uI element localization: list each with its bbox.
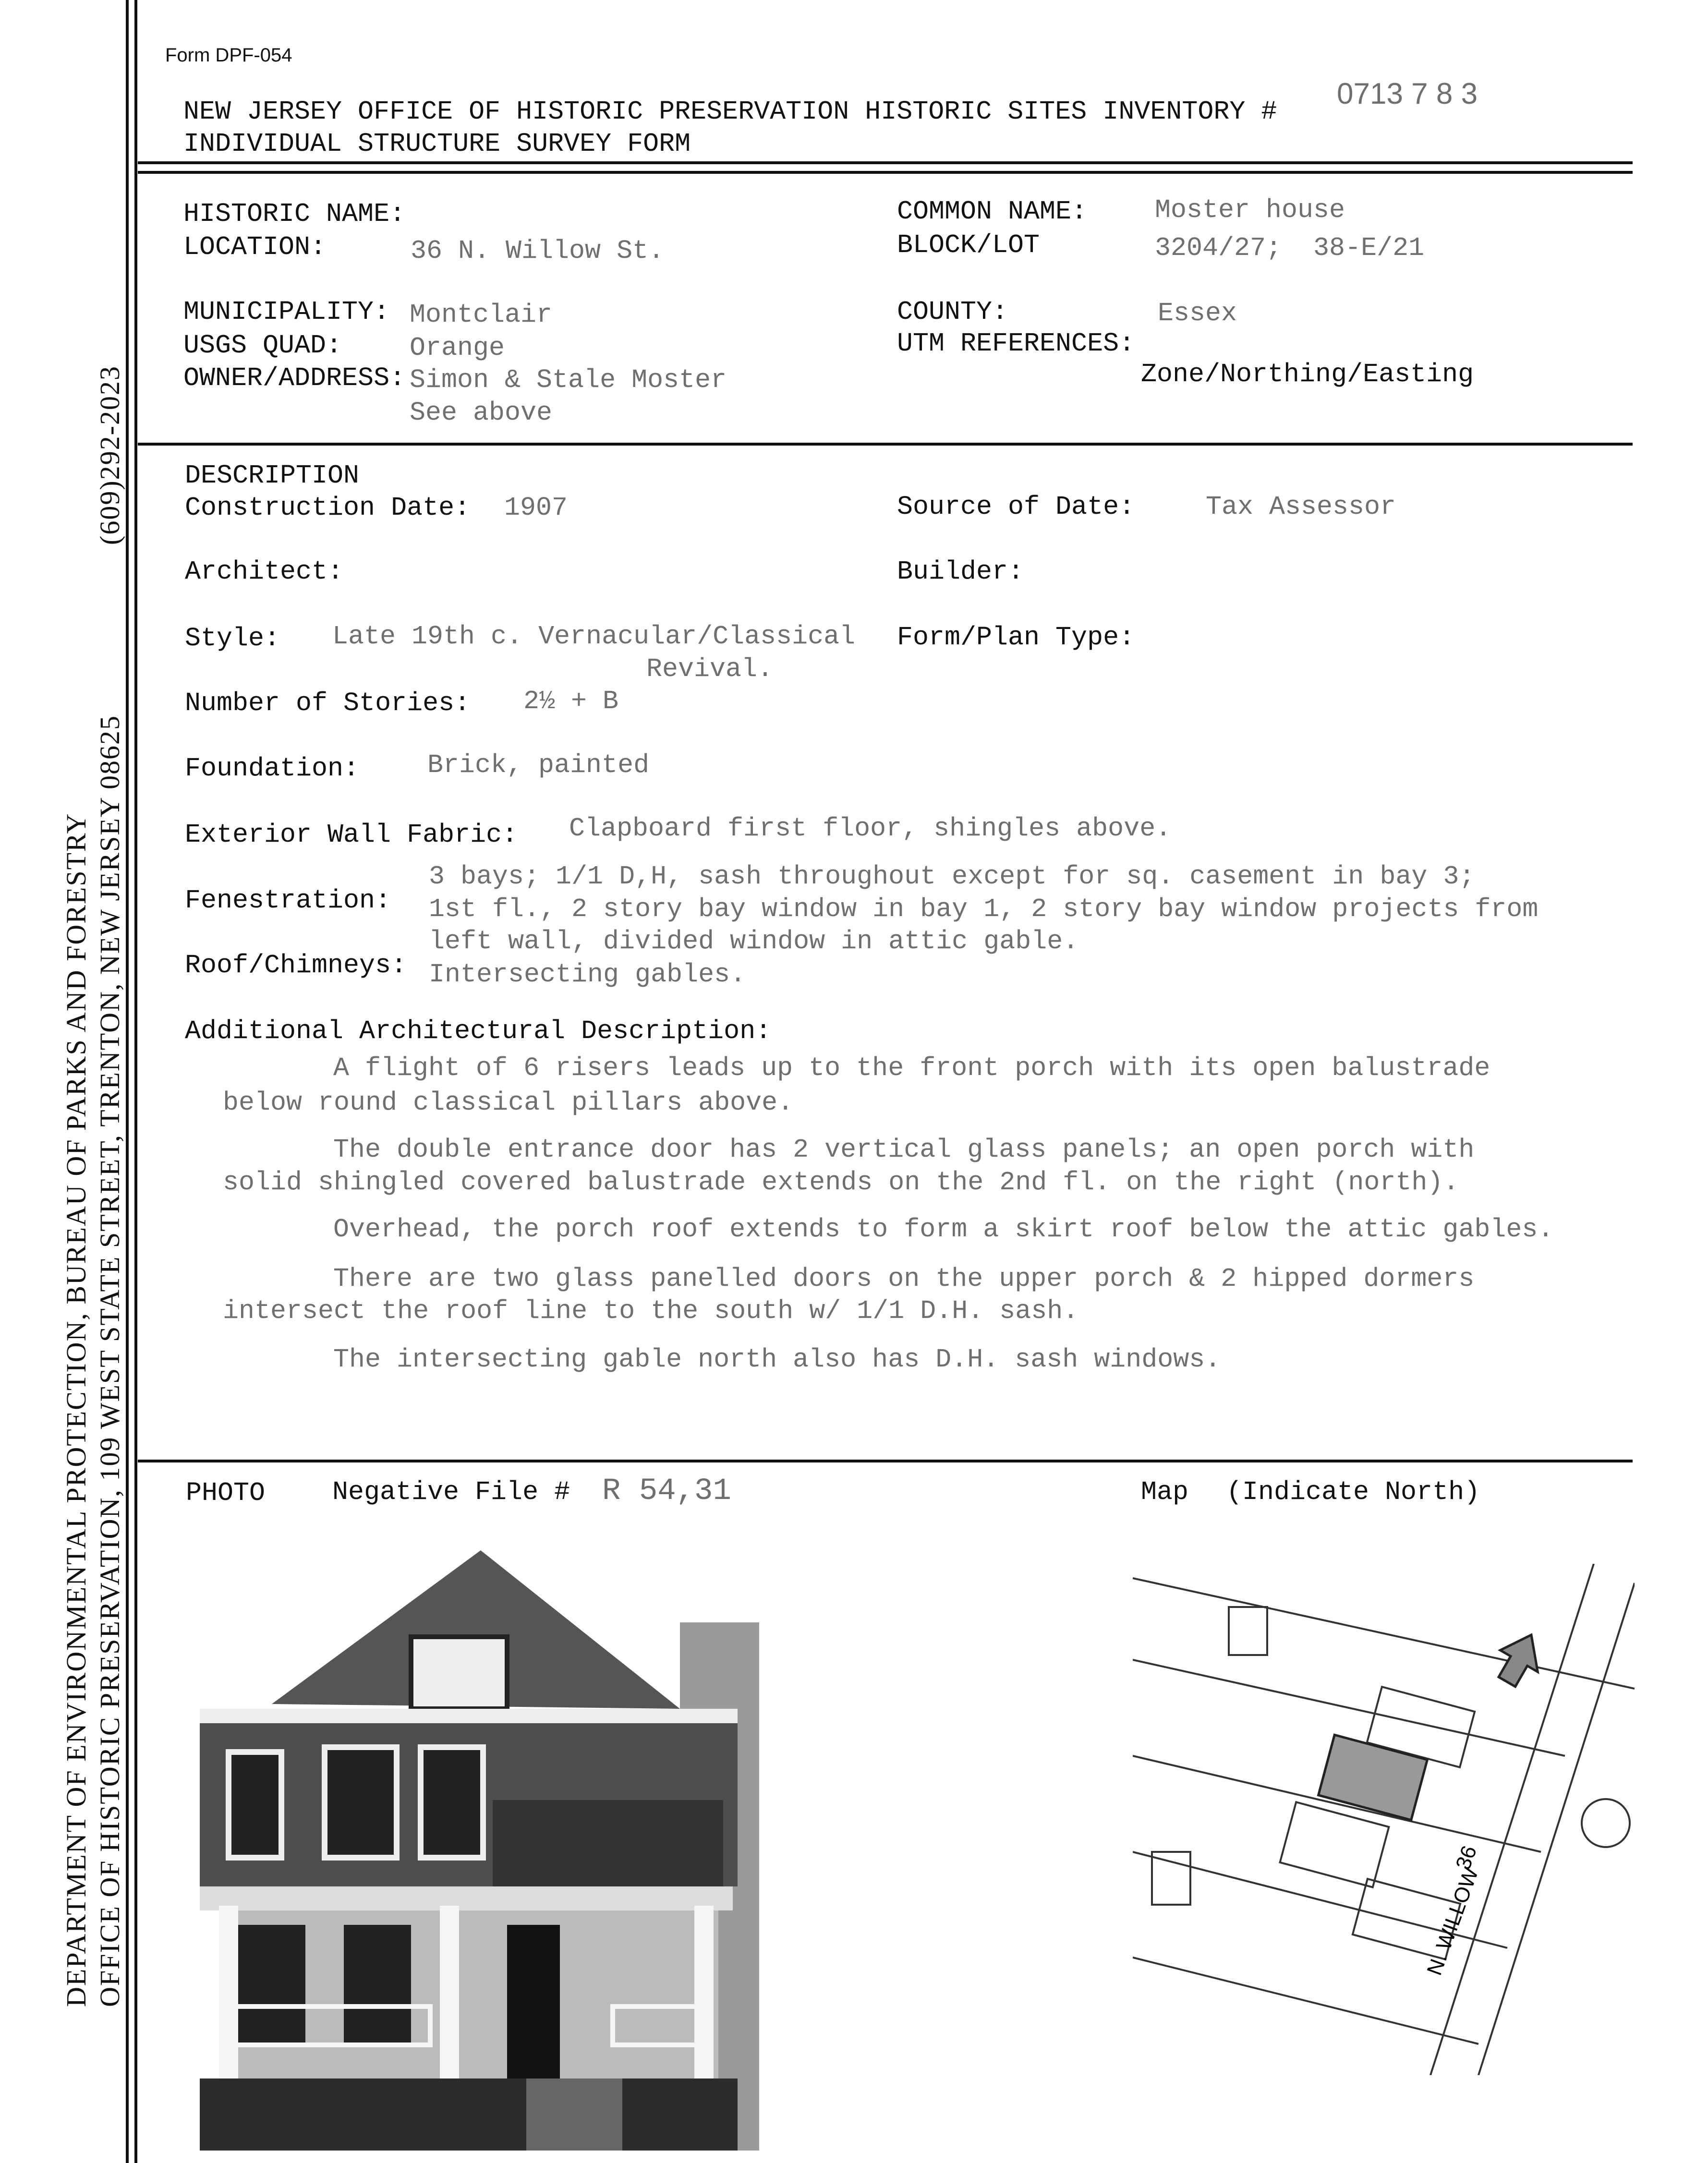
photo-label: PHOTO bbox=[186, 1478, 266, 1508]
map-label: Map bbox=[1141, 1477, 1189, 1507]
side-phone: (609)292-2023 bbox=[94, 365, 125, 545]
divider bbox=[138, 1460, 1633, 1462]
margin-rule bbox=[134, 0, 137, 2163]
utm-label: UTM REFERENCES: bbox=[897, 328, 1135, 359]
divider bbox=[138, 171, 1633, 174]
construction-date-label: Construction Date: bbox=[185, 493, 471, 523]
additional-line: The intersecting gable north also has D.H. sash windows. bbox=[333, 1344, 1221, 1375]
owner-label: OWNER/ADDRESS: bbox=[183, 363, 406, 393]
additional-line: below round classical pillars above. bbox=[223, 1088, 794, 1118]
location-value: 36 N. Willow St. bbox=[411, 236, 665, 266]
common-name-value: Moster house bbox=[1155, 195, 1345, 225]
utm-sub: Zone/Northing/Easting bbox=[1141, 359, 1474, 389]
stories-label: Number of Stories: bbox=[185, 688, 471, 718]
map-hint: (Indicate North) bbox=[1226, 1477, 1480, 1507]
county-value: Essex bbox=[1158, 298, 1237, 328]
fenestration-label: Fenestration: bbox=[185, 885, 391, 916]
inventory-number: 0713 7 8 3 bbox=[1337, 77, 1478, 110]
header-line2: INDIVIDUAL STRUCTURE SURVEY FORM bbox=[183, 129, 691, 159]
additional-line: The double entrance door has 2 vertical glass panels; an open porch with bbox=[333, 1135, 1475, 1165]
additional-line: A flight of 6 risers leads up to the front porch with its open balustrade bbox=[333, 1053, 1490, 1083]
location-label: LOCATION: bbox=[183, 232, 327, 262]
additional-line: Overhead, the porch roof extends to form a skirt roof below the attic gables. bbox=[333, 1214, 1554, 1245]
foundation-label: Foundation: bbox=[185, 753, 360, 784]
fenestration-line: 3 bays; 1/1 D,H, sash throughout except for sq. casement in bay 3; bbox=[429, 861, 1475, 892]
divider bbox=[138, 443, 1633, 446]
negative-value: R 54,31 bbox=[602, 1474, 731, 1509]
side-office: OFFICE OF HISTORIC PRESERVATION, 109 WEST STATE STREET, TRENTON, NEW JERSEY 08625 bbox=[94, 715, 125, 2007]
architect-label: Architect: bbox=[185, 556, 344, 587]
margin-rule bbox=[126, 0, 129, 2163]
owner-value: Simon & Stale Moster bbox=[410, 365, 727, 395]
usgs-value: Orange bbox=[410, 333, 505, 363]
map-street-label: N. WILLOW bbox=[1422, 1864, 1483, 1979]
header-line1: NEW JERSEY OFFICE OF HISTORIC PRESERVATION HISTORIC SITES INVENTORY # bbox=[183, 97, 1277, 127]
additional-line: There are two glass panelled doors on the upper porch & 2 hipped dormers bbox=[333, 1264, 1475, 1294]
style-value-cont: Revival. bbox=[646, 654, 774, 684]
form-id: Form DPF-054 bbox=[165, 45, 292, 66]
additional-line: intersect the roof line to the south w/ 1/1 D.H. sash. bbox=[223, 1296, 1079, 1326]
source-value: Tax Assessor bbox=[1206, 492, 1396, 522]
block-lot-label: BLOCK/LOT bbox=[897, 230, 1040, 260]
negative-label: Negative File # bbox=[332, 1477, 570, 1507]
style-value: Late 19th c. Vernacular/Classical bbox=[332, 621, 856, 652]
block-lot-value: 3204/27; 38-E/21 bbox=[1155, 233, 1425, 263]
additional-label: Additional Architectural Description: bbox=[185, 1016, 772, 1046]
wall-label: Exterior Wall Fabric: bbox=[185, 820, 518, 850]
municipality-label: MUNICIPALITY: bbox=[183, 297, 390, 327]
construction-date-value: 1907 bbox=[504, 493, 568, 523]
source-label: Source of Date: bbox=[897, 492, 1135, 522]
foundation-value: Brick, painted bbox=[427, 750, 650, 780]
historic-name-label: HISTORIC NAME: bbox=[183, 199, 406, 229]
form-plan-label: Form/Plan Type: bbox=[897, 622, 1135, 653]
side-dept: DEPARTMENT OF ENVIRONMENTAL PROTECTION, BUREAU OF PARKS AND FORESTRY bbox=[61, 812, 92, 2007]
stories-value: 2½ + B bbox=[523, 686, 619, 716]
fenestration-line: left wall, divided window in attic gable. bbox=[429, 926, 1079, 956]
house-photo bbox=[200, 1550, 759, 2151]
wall-value: Clapboard first floor, shingles above. bbox=[569, 813, 1172, 844]
owner-address: See above bbox=[410, 398, 553, 428]
common-name-label: COMMON NAME: bbox=[897, 196, 1088, 227]
county-label: COUNTY: bbox=[897, 297, 1008, 327]
style-label: Style: bbox=[185, 623, 280, 653]
municipality-value: Montclair bbox=[410, 300, 553, 330]
map-lot-number: 36 bbox=[1451, 1842, 1482, 1873]
fenestration-line: 1st fl., 2 story bay window in bay 1, 2 story bay window projects from bbox=[429, 894, 1538, 924]
description-title: DESCRIPTION bbox=[185, 460, 360, 491]
additional-line: solid shingled covered balustrade extends on the 2nd fl. on the right (north). bbox=[223, 1167, 1459, 1197]
divider bbox=[138, 161, 1633, 164]
builder-label: Builder: bbox=[897, 556, 1024, 587]
usgs-label: USGS QUAD: bbox=[183, 330, 342, 361]
location-map bbox=[1133, 1564, 1635, 2075]
roof-label: Roof/Chimneys: bbox=[185, 950, 407, 980]
roof-value: Intersecting gables. bbox=[429, 959, 746, 990]
